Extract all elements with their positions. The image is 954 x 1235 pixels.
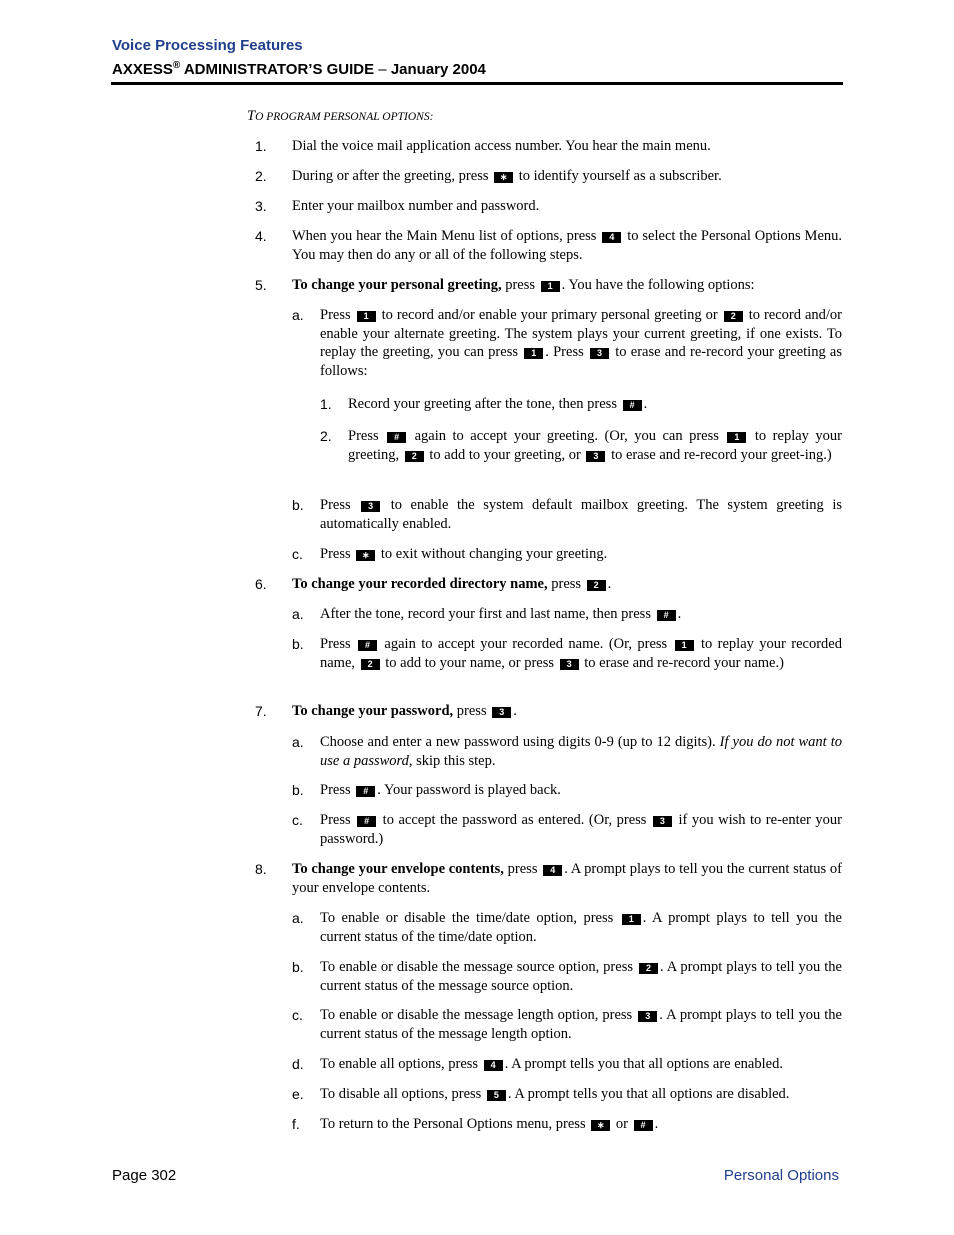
keypad-key-icon: # [387,432,406,443]
step-level-1 [255,137,842,156]
keypad-key-icon: 2 [724,311,743,322]
step-heading: To change your personal greeting, [292,277,502,293]
step-text: Record your greeting after the tone, then press [348,396,621,412]
keypad-key-icon: 4 [484,1060,503,1071]
step-number: 1. [320,396,332,412]
step-level-1 [255,575,842,594]
footer-section: Personal Options [723,1167,839,1184]
step-text: . A prompt plays to tell you the current status of the message source option. [320,959,842,994]
procedure-title [247,108,433,125]
step-number: f. [292,1116,300,1132]
step-text: to add to your greeting, or [425,446,585,463]
step-text: to select the Personal Options Menu. You may then do any or all of the following steps. [292,228,843,263]
step-level-3 [320,427,842,464]
step-text: or [612,1116,632,1132]
step-level-1 [255,197,842,216]
step-level-2 [292,958,842,995]
step-text: . A prompt plays to tell you the current status of your envelope contents. [292,861,842,896]
step-text: press [503,861,542,877]
step-text: . A prompt plays to tell you the current status of the message length option. [320,1007,842,1042]
keypad-key-icon: 1 [524,348,543,359]
step-text: To enable or disable the message length option, press [320,1007,637,1023]
step-text: press [453,703,491,719]
registered-mark: ® [172,60,181,71]
step-level-2 [292,1085,842,1104]
step-text: to enable the system default mailbox greeting. The system greeting is automatically enabled. [320,497,842,532]
step-number: b. [292,636,304,652]
step-number: b. [292,497,304,513]
step-text: Press [320,636,357,652]
step-number: b. [292,782,304,798]
running-header-section: Voice Processing Features [112,37,303,54]
keypad-key-icon: 3 [638,1011,657,1022]
step-text: to replay your recorded name, [320,636,842,671]
step-number: 6. [255,576,267,592]
keypad-key-icon: 3 [492,707,511,718]
step-level-2 [292,605,842,624]
step-number: 2. [320,428,332,444]
step-number: c. [292,546,303,562]
step-text: press [501,277,539,293]
step-text: . [607,576,612,592]
step-text: To disable all options, press [320,1086,485,1102]
step-text: Press [320,307,355,323]
step-number: 8. [255,861,267,877]
keypad-key-icon: 1 [622,914,641,925]
step-number: 2. [255,168,267,184]
step-text: . A prompt tells you that all options are enabled. [504,1056,783,1072]
step-number: c. [292,1007,303,1023]
step-level-3 [320,395,842,414]
step-text: . [654,1116,659,1132]
step-level-2 [292,1006,842,1043]
step-text: to identify yourself as a subscriber. [515,168,722,184]
step-number: b. [292,959,304,975]
step-text: again to accept your greeting. (Or, you can press [408,428,726,444]
step-heading: To change your envelope contents, [292,861,504,877]
step-number: 5. [255,277,267,293]
step-number: e. [292,1086,304,1102]
step-level-2 [292,1055,842,1074]
step-text: Dial the voice mail application access number. You hear the main menu. [292,138,711,154]
step-text: Press [320,497,360,513]
keypad-key-icon: 1 [675,640,694,651]
step-text: to record and/or enable your alternate greeting. The system plays your current greeting, if one exists. To replay the greeting, you can press [320,307,842,360]
keypad-key-icon: ∗ [591,1120,610,1131]
keypad-key-icon: 1 [727,432,746,443]
step-text: . [643,396,648,412]
keypad-key-icon: 2 [639,963,658,974]
step-text: Enter your mailbox number and password. [292,198,540,214]
keypad-key-icon: ∗ [494,172,513,183]
step-text: Press [320,812,356,828]
keypad-key-icon: 4 [602,232,621,243]
step-level-1 [255,702,842,721]
step-text: skip this step. [412,752,496,769]
step-text: to erase and re-record your greet-ing.) [607,446,832,463]
step-text: to record and/or enable your primary personal greeting or [377,307,722,323]
step-text: again to accept your recorded name. (Or, press [379,636,673,652]
step-number: a. [292,910,304,926]
step-text: . Your password is played back. [377,782,561,798]
step-text: During or after the greeting, press [292,168,493,184]
step-heading: To change your password, [292,703,454,719]
keypad-key-icon: 1 [541,281,560,292]
keypad-key-icon: # [657,610,676,621]
keypad-key-icon: 3 [361,501,380,512]
step-text: To enable all options, press [320,1056,482,1072]
step-number: a. [292,307,304,323]
header-rule [111,82,843,85]
step-number: a. [292,734,304,750]
step-level-2 [292,496,842,533]
step-level-2 [292,635,842,672]
keypad-key-icon: 2 [361,659,380,670]
step-number: 3. [255,198,267,214]
keypad-key-icon: # [357,816,376,827]
keypad-key-icon: # [623,400,642,411]
procedure-title-rest: O PROGRAM PERSONAL OPTIONS: [255,111,434,123]
step-level-2 [292,909,842,946]
keypad-key-icon: 2 [587,580,606,591]
keypad-key-icon: 3 [560,659,579,670]
step-text: . A prompt plays to tell you the current status of the time/date option. [320,910,842,945]
guide-separator: – [374,61,391,78]
keypad-key-icon: 2 [405,451,424,462]
step-text: . [513,703,517,719]
step-text: Choose and enter a new password using digits 0-9 (up to 12 digits). [320,734,720,750]
page-number: Page 302 [112,1167,177,1184]
running-header-guide [112,60,486,78]
step-level-2 [292,733,842,770]
step-text: . A prompt tells you that all options are disabled. [507,1086,790,1102]
step-text: if you wish to re-enter your password.) [320,812,842,847]
step-number: c. [292,812,303,828]
step-text: to erase and re-record your greeting as follows: [320,344,843,379]
step-text: To return to the Personal Options menu, press [320,1116,590,1132]
step-text: After the tone, record your first and last name, then press [320,606,655,622]
keypad-key-icon: 3 [586,451,605,462]
step-text: Press [320,546,355,562]
step-level-1 [255,167,842,186]
step-text: to exit without changing your greeting. [377,546,608,562]
step-text: Press [348,428,386,444]
step-text: To enable or disable the time/date option, press [320,910,620,926]
keypad-key-icon: 1 [357,311,376,322]
step-text: to add to your name, or press [381,654,558,671]
guide-title: ADMINISTRATOR’S GUIDE [180,61,375,78]
step-text: To enable or disable the message source option, press [320,959,637,975]
step-level-1 [255,276,842,295]
step-level-1 [255,860,842,897]
step-level-2 [292,1115,842,1134]
step-text: When you hear the Main Menu list of options, press [292,228,601,244]
step-emphasis: If you do not want to use a password, [320,734,842,769]
step-number: 4. [255,228,267,244]
step-number: d. [292,1056,304,1072]
step-text: to replay your greeting, [348,428,842,463]
step-heading: To change your recorded directory name, [292,576,548,592]
guide-brand: AXXESS [112,61,173,78]
step-text: to erase and re-record your name.) [580,654,784,671]
step-text: press [547,576,585,592]
keypad-key-icon: 4 [543,865,562,876]
keypad-key-icon: # [634,1120,653,1131]
keypad-key-icon: 3 [653,816,672,827]
keypad-key-icon: 3 [590,348,609,359]
step-text: . You have the following options: [561,277,755,293]
keypad-key-icon: # [356,786,375,797]
step-level-2 [292,545,842,564]
step-text: . Press [545,344,588,360]
keypad-key-icon: 5 [487,1090,506,1101]
step-text: to accept the password as entered. (Or, press [378,812,651,828]
procedure-title-initial: T [247,108,256,124]
step-level-2 [292,811,842,848]
step-number: a. [292,606,304,622]
step-level-2 [292,306,843,380]
step-text: . [677,606,682,622]
step-level-1 [255,227,843,264]
step-text: Press [320,782,355,798]
step-level-2 [292,781,842,800]
step-number: 1. [255,138,267,154]
keypad-key-icon: # [358,640,377,651]
keypad-key-icon: ∗ [356,550,375,561]
step-number: 7. [255,703,267,719]
guide-date: January 2004 [390,61,486,78]
